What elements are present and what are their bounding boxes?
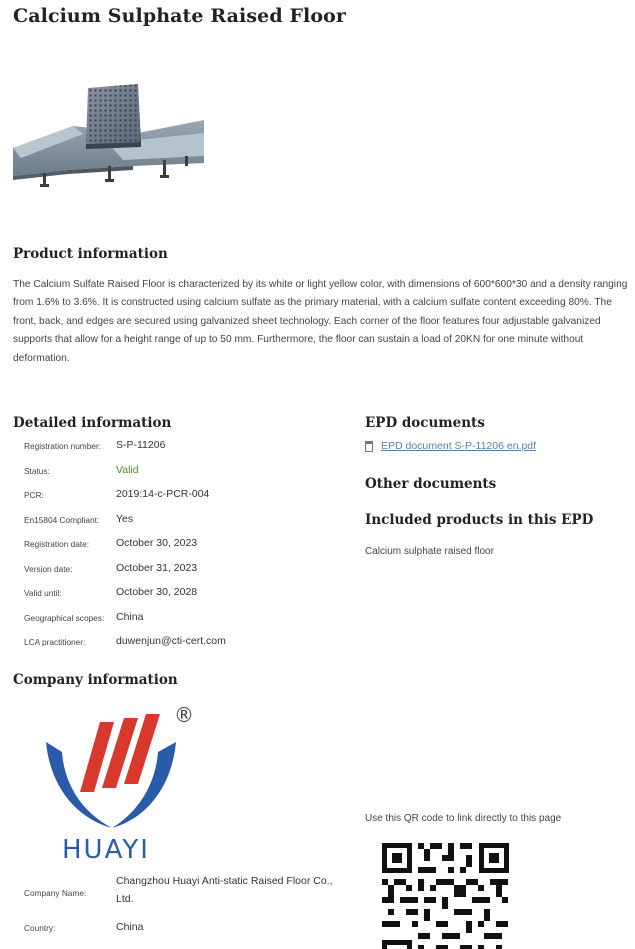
detail-label: Valid until: <box>24 588 62 598</box>
detail-row-status <box>24 461 344 481</box>
status-badge: Valid <box>116 463 139 476</box>
detail-label: En15804 Compliant: <box>24 514 100 525</box>
detail-label: Status: <box>24 465 50 476</box>
detail-value: 2019:14-c-PCR-004 <box>116 488 210 500</box>
detailed-information-heading: Detailed information <box>13 415 172 431</box>
detail-value: China <box>116 610 144 623</box>
company-label: Company Name: <box>24 888 87 898</box>
product-description: The Calcium Sulfate Raised Floor is characterized by its white or light yellow color, with dimensions of 600*600*30 and a density ranging from 1.6% to 3.6%. It is constructed using calcium sulfate as the primary material, with a calcium sulfate content exceeding 80%. The front, back, and edges are secured using galvanized sheet technology. Each corner of the floor features four adjustable galvanized supports that allow for a height range of up to 50 mm. Furthermore, the floor can sustain a load of 20KN for one minute without deformation. <box>13 279 628 364</box>
detail-row-valid-until <box>24 583 344 603</box>
detail-value: Yes <box>116 512 134 525</box>
product-image <box>13 48 204 203</box>
logo-text: HUAYI <box>62 835 150 865</box>
detail-row-en15804 <box>24 510 344 530</box>
detail-label: Geographical scopes: <box>24 612 105 623</box>
detail-label: PCR: <box>24 490 44 500</box>
detail-value: October 30, 2023 <box>116 537 198 549</box>
detail-row-registration-number <box>24 436 344 456</box>
company-label: Country: <box>24 923 56 933</box>
other-documents-heading: Other documents <box>365 476 497 492</box>
company-logo <box>40 700 200 865</box>
included-products-heading: Included products in this EPD <box>365 512 594 528</box>
qr-code <box>382 843 509 949</box>
detail-label: Registration date: <box>24 539 90 549</box>
detail-label: Registration number: <box>24 441 102 451</box>
registered-mark: ® <box>174 703 194 727</box>
detail-label: LCA practitioner: <box>24 637 86 647</box>
epd-document-link[interactable] <box>365 440 536 452</box>
epd-documents-heading: EPD documents <box>365 415 485 431</box>
detail-label: Version date: <box>24 563 73 574</box>
detail-value: duwenjun@cti-cert.com <box>116 635 226 647</box>
detail-row-version-date <box>24 559 344 579</box>
company-value: Changzhou Huayi Anti-static Raised Floor Co., Ltd. <box>116 875 333 905</box>
company-row-name <box>24 872 344 912</box>
detail-row-registration-date <box>24 534 344 554</box>
detail-value: S-P-11206 <box>116 439 166 451</box>
detail-row-lca-practitioner <box>24 632 344 652</box>
product-information-heading: Product information <box>13 246 168 262</box>
company-row-country <box>24 920 344 940</box>
detail-row-geographical-scopes <box>24 608 344 628</box>
included-product-item: Calcium sulphate raised floor <box>365 546 494 557</box>
detail-value: October 30, 2028 <box>116 586 198 598</box>
file-icon <box>365 441 373 452</box>
page-title: Calcium Sulphate Raised Floor <box>13 5 347 27</box>
detail-row-pcr <box>24 485 344 505</box>
epd-document-link-text[interactable]: EPD document S-P-11206 en.pdf <box>381 440 537 452</box>
company-value: China <box>116 921 144 933</box>
qr-caption: Use this QR code to link directly to this page <box>365 813 562 824</box>
company-information-heading: Company information <box>13 672 178 688</box>
detail-value: October 31, 2023 <box>116 561 198 574</box>
